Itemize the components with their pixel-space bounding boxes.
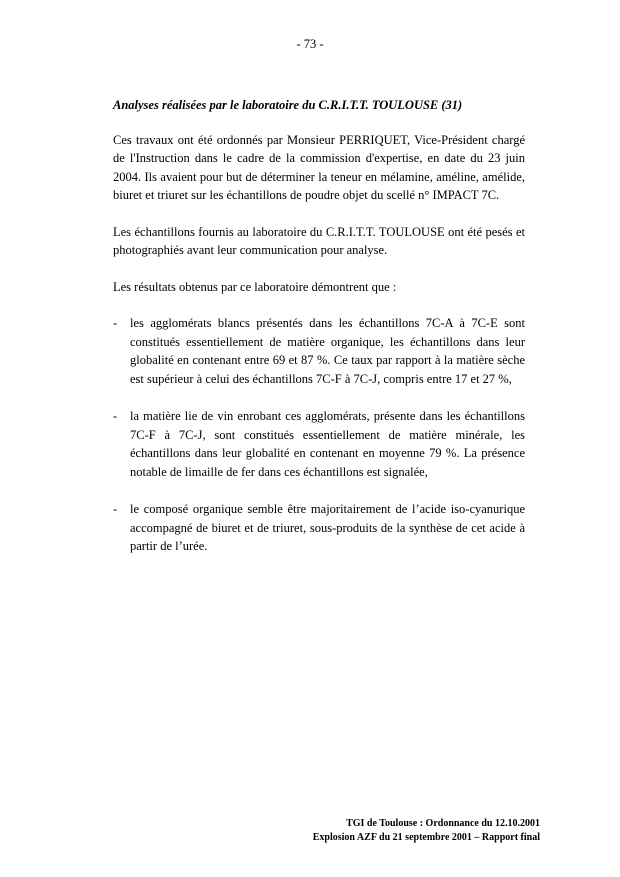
document-body — [113, 96, 525, 575]
list-item — [113, 314, 525, 388]
list-item-text: les agglomérats blancs présentés dans les échantillons 7C-A à 7C-E sont constitués essentiellement de matière organique, les échantillons dans leur globalité en contenant entre 69 et 87 %. Ce taux par rapport à la matière sèche est supérieur à celui des échantillons 7C-F à 7C-J, compris entre 17 et 27 %, — [130, 316, 525, 386]
list-item — [113, 500, 525, 556]
paragraph-samples: Les échantillons fournis au laboratoire du C.R.I.T.T. TOULOUSE ont été pesés et photographiés avant leur communication pour analyse. — [113, 224, 525, 257]
section-heading: Analyses réalisées par le laboratoire du C.R.I.T.T. TOULOUSE (31) — [113, 98, 463, 112]
list-item-text: la matière lie de vin enrobant ces agglomérats, présente dans les échantillons 7C-F à 7C-J, sont constitués essentiellement de matière minérale, les échantillons dans leur globalité en contenant en moyenne 79 %. La présence notable de limaille de fer dans ces échantillons est signalée, — [130, 409, 525, 479]
bullet-dash: - — [113, 316, 118, 330]
footer-line-report: Explosion AZF du 21 septembre 2001 – Rapport final — [312, 832, 540, 843]
paragraph-mission: Ces travaux ont été ordonnés par Monsieur PERRIQUET, Vice-Président chargé de l'Instruction dans le cadre de la commission d'expertise, en date du 23 juin 2004. Ils avaient pour but de déterminer la teneur en mélamine, améline, amélide, biuret et triuret sur les échantillons de poudre objet du scellé n° IMPACT 7C. — [113, 132, 525, 202]
list-item — [113, 407, 525, 481]
footer-line-court: TGI de Toulouse : Ordonnance du 12.10.2001 — [346, 818, 540, 829]
list-item-text: le composé organique semble être majoritairement de l’acide iso-cyanurique accompagné de biuret et de triuret, sous-produits de la synthèse de cet acide à partir de l’urée. — [130, 502, 525, 553]
bullet-dash: - — [113, 409, 118, 423]
page-number: - 73 - — [296, 37, 324, 51]
paragraph-results-intro: Les résultats obtenus par ce laboratoire démontrent que : — [113, 279, 397, 294]
page-footer — [313, 817, 540, 845]
bullet-dash: - — [113, 502, 118, 516]
